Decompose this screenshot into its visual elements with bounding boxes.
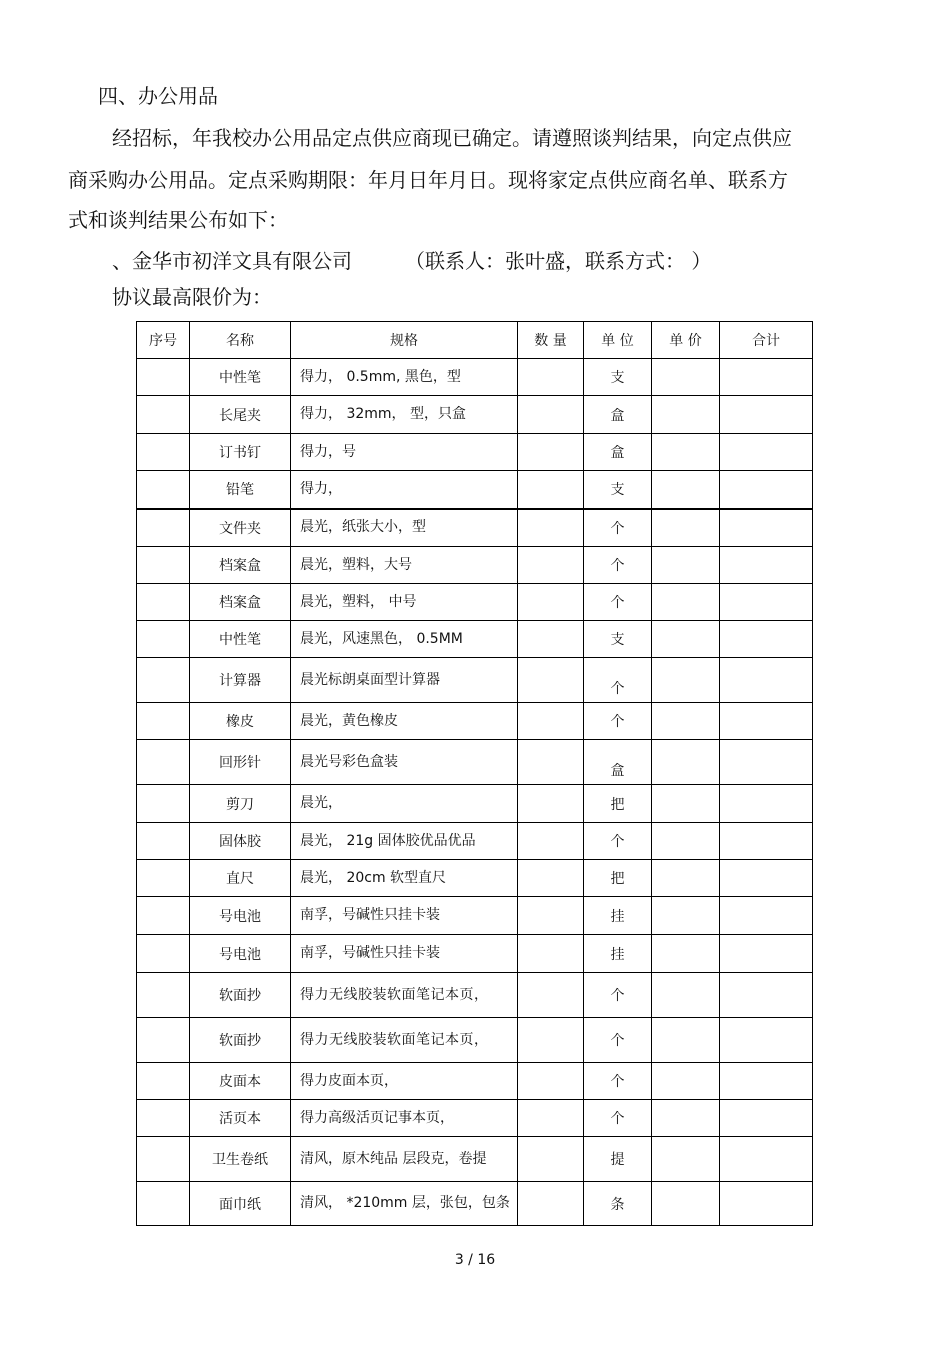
cell-unit: 条	[584, 1182, 652, 1226]
cell-unit-price	[652, 1018, 720, 1063]
cell-name: 直尺	[190, 860, 291, 897]
cell-quantity	[518, 1182, 584, 1226]
paragraph-line-2: 商采购办公用品。定点采购期限：年月日年月日。现将家定点供应商名单、联系方	[68, 168, 788, 192]
cell-name: 活页本	[190, 1100, 291, 1137]
cell-total	[720, 434, 813, 471]
cell-total	[720, 897, 813, 935]
cell-total	[720, 740, 813, 785]
cell-unit-price	[652, 823, 720, 860]
cell-spec: 晨光号彩色盒装	[291, 740, 518, 785]
cell-unit-price	[652, 1063, 720, 1100]
cell-total	[720, 823, 813, 860]
table-row	[137, 703, 813, 740]
cell-total	[720, 621, 813, 658]
cell-quantity	[518, 434, 584, 471]
table-row	[137, 471, 813, 509]
cell-quantity	[518, 547, 584, 584]
cell-total	[720, 973, 813, 1018]
cell-unit-price	[652, 935, 720, 973]
cell-spec: 晨光， 21g 固体胶优品优品	[291, 823, 518, 860]
header-unit: 单 位	[584, 322, 652, 359]
cell-spec: 南孚，号碱性只挂卡装	[291, 897, 518, 935]
cell-unit: 提	[584, 1137, 652, 1182]
cell-unit-price	[652, 658, 720, 703]
cell-spec: 晨光，塑料， 中号	[291, 584, 518, 621]
cell-quantity	[518, 740, 584, 785]
cell-spec: 南孚，号碱性只挂卡装	[291, 935, 518, 973]
cell-name: 卫生卷纸	[190, 1137, 291, 1182]
price-cap-label: 协议最高限价为：	[112, 285, 272, 309]
cell-unit-price	[652, 621, 720, 658]
cell-index	[137, 897, 190, 935]
cell-index	[137, 658, 190, 703]
cell-quantity	[518, 396, 584, 434]
supplier-name: 、金华市初洋文具有限公司	[112, 249, 352, 273]
table-row	[137, 434, 813, 471]
cell-unit: 个	[584, 658, 652, 703]
cell-spec: 得力， 0.5mm, 黑色，型	[291, 359, 518, 396]
cell-index	[137, 785, 190, 823]
header-spec: 规格	[291, 322, 518, 359]
table-row	[137, 1100, 813, 1137]
cell-index	[137, 434, 190, 471]
cell-unit: 盒	[584, 740, 652, 785]
cell-quantity	[518, 621, 584, 658]
cell-quantity	[518, 1137, 584, 1182]
cell-total	[720, 471, 813, 509]
cell-name: 软面抄	[190, 1018, 291, 1063]
cell-index	[137, 1063, 190, 1100]
cell-unit: 支	[584, 471, 652, 509]
cell-unit-price	[652, 785, 720, 823]
cell-quantity	[518, 785, 584, 823]
cell-unit-price	[652, 359, 720, 396]
cell-index	[137, 935, 190, 973]
table-row	[137, 1063, 813, 1100]
table-row	[137, 935, 813, 973]
cell-quantity	[518, 1018, 584, 1063]
cell-quantity	[518, 359, 584, 396]
cell-name: 橡皮	[190, 703, 291, 740]
cell-name: 皮面本	[190, 1063, 291, 1100]
cell-index	[137, 860, 190, 897]
cell-quantity	[518, 658, 584, 703]
cell-unit: 个	[584, 509, 652, 547]
cell-unit-price	[652, 547, 720, 584]
cell-index	[137, 1100, 190, 1137]
table-row	[137, 1018, 813, 1063]
header-unit-price: 单 价	[652, 322, 720, 359]
cell-total	[720, 703, 813, 740]
cell-quantity	[518, 584, 584, 621]
cell-name: 订书钉	[190, 434, 291, 471]
cell-index	[137, 396, 190, 434]
cell-name: 回形针	[190, 740, 291, 785]
cell-spec: 晨光，纸张大小，型	[291, 509, 518, 547]
table-row	[137, 973, 813, 1018]
cell-quantity	[518, 973, 584, 1018]
cell-unit-price	[652, 897, 720, 935]
cell-unit: 个	[584, 1018, 652, 1063]
cell-name: 计算器	[190, 658, 291, 703]
cell-total	[720, 860, 813, 897]
header-name: 名称	[190, 322, 291, 359]
cell-name: 号电池	[190, 897, 291, 935]
cell-spec: 晨光，	[291, 785, 518, 823]
cell-index	[137, 547, 190, 584]
cell-unit: 挂	[584, 897, 652, 935]
cell-spec: 清风， *210mm 层，张包，包条	[291, 1182, 518, 1226]
cell-index	[137, 703, 190, 740]
table-row	[137, 785, 813, 823]
cell-total	[720, 1100, 813, 1137]
cell-name: 固体胶	[190, 823, 291, 860]
cell-spec: 晨光，黄色橡皮	[291, 703, 518, 740]
cell-unit-price	[652, 584, 720, 621]
cell-unit-price	[652, 471, 720, 509]
cell-index	[137, 621, 190, 658]
cell-index	[137, 740, 190, 785]
table-header-row	[137, 322, 813, 359]
table-row	[137, 359, 813, 396]
cell-unit-price	[652, 396, 720, 434]
cell-spec: 晨光，风速黑色， 0.5MM	[291, 621, 518, 658]
cell-name: 面巾纸	[190, 1182, 291, 1226]
cell-unit-price	[652, 434, 720, 471]
table-row	[137, 547, 813, 584]
cell-spec: 得力无线胶装软面笔记本页，	[291, 1018, 518, 1063]
paragraph-line-3: 式和谈判结果公布如下：	[68, 208, 288, 232]
header-index: 序号	[137, 322, 190, 359]
cell-unit: 支	[584, 359, 652, 396]
table-row	[137, 1182, 813, 1226]
cell-unit: 把	[584, 785, 652, 823]
cell-unit: 个	[584, 584, 652, 621]
cell-spec: 晨光标朗桌面型计算器	[291, 658, 518, 703]
table-row	[137, 1137, 813, 1182]
cell-unit: 个	[584, 547, 652, 584]
cell-unit: 支	[584, 621, 652, 658]
page-number: 3 / 16	[454, 1252, 496, 1268]
cell-total	[720, 396, 813, 434]
cell-unit: 个	[584, 1100, 652, 1137]
cell-name: 档案盒	[190, 584, 291, 621]
cell-total	[720, 547, 813, 584]
cell-name: 中性笔	[190, 621, 291, 658]
cell-name: 号电池	[190, 935, 291, 973]
cell-unit: 个	[584, 973, 652, 1018]
cell-total	[720, 785, 813, 823]
cell-unit-price	[652, 860, 720, 897]
cell-unit-price	[652, 740, 720, 785]
cell-quantity	[518, 860, 584, 897]
cell-index	[137, 1137, 190, 1182]
table-row	[137, 621, 813, 658]
cell-index	[137, 1018, 190, 1063]
cell-unit-price	[652, 703, 720, 740]
cell-total	[720, 509, 813, 547]
cell-unit: 盒	[584, 434, 652, 471]
section-title: 四、办公用品	[98, 84, 218, 108]
cell-name: 软面抄	[190, 973, 291, 1018]
cell-total	[720, 1063, 813, 1100]
cell-name: 中性笔	[190, 359, 291, 396]
cell-quantity	[518, 1100, 584, 1137]
cell-unit-price	[652, 509, 720, 547]
cell-total	[720, 935, 813, 973]
cell-unit: 个	[584, 703, 652, 740]
cell-total	[720, 1137, 813, 1182]
table-row	[137, 740, 813, 785]
cell-index	[137, 823, 190, 860]
cell-unit-price	[652, 973, 720, 1018]
cell-total	[720, 658, 813, 703]
cell-spec: 得力高级活页记事本页，	[291, 1100, 518, 1137]
cell-name: 档案盒	[190, 547, 291, 584]
cell-quantity	[518, 935, 584, 973]
cell-index	[137, 973, 190, 1018]
cell-total	[720, 584, 813, 621]
cell-unit: 挂	[584, 935, 652, 973]
table-row	[137, 396, 813, 434]
table-row	[137, 658, 813, 703]
paragraph-line-1: 经招标，年我校办公用品定点供应商现已确定。请遵照谈判结果，向定点供应	[112, 126, 792, 150]
cell-unit-price	[652, 1137, 720, 1182]
cell-quantity	[518, 1063, 584, 1100]
supplier-contact: （联系人：张叶盛，联系方式： ）	[405, 249, 712, 273]
cell-name: 剪刀	[190, 785, 291, 823]
cell-spec: 得力，	[291, 471, 518, 509]
cell-index	[137, 471, 190, 509]
table-row	[137, 509, 813, 547]
cell-name: 文件夹	[190, 509, 291, 547]
cell-unit-price	[652, 1100, 720, 1137]
cell-unit: 把	[584, 860, 652, 897]
cell-quantity	[518, 897, 584, 935]
cell-index	[137, 359, 190, 396]
table-row	[137, 584, 813, 621]
cell-total	[720, 1182, 813, 1226]
cell-unit-price	[652, 1182, 720, 1226]
cell-quantity	[518, 471, 584, 509]
cell-index	[137, 1182, 190, 1226]
cell-spec: 得力， 32mm， 型，只盒	[291, 396, 518, 434]
cell-spec: 得力皮面本页，	[291, 1063, 518, 1100]
table-row	[137, 860, 813, 897]
cell-spec: 晨光，塑料，大号	[291, 547, 518, 584]
cell-unit: 个	[584, 1063, 652, 1100]
cell-spec: 得力无线胶装软面笔记本页，	[291, 973, 518, 1018]
cell-quantity	[518, 823, 584, 860]
cell-index	[137, 584, 190, 621]
cell-unit: 盒	[584, 396, 652, 434]
cell-spec: 晨光， 20cm 软型直尺	[291, 860, 518, 897]
cell-name: 长尾夹	[190, 396, 291, 434]
price-table	[136, 321, 813, 1226]
header-total: 合计	[720, 322, 813, 359]
table-row	[137, 823, 813, 860]
cell-total	[720, 359, 813, 396]
cell-total	[720, 1018, 813, 1063]
cell-index	[137, 509, 190, 547]
cell-spec: 得力，号	[291, 434, 518, 471]
cell-name: 铅笔	[190, 471, 291, 509]
cell-unit: 个	[584, 823, 652, 860]
cell-spec: 清风，原木纯品 层段克，卷提	[291, 1137, 518, 1182]
table-body	[137, 359, 813, 1226]
table-row	[137, 897, 813, 935]
cell-quantity	[518, 703, 584, 740]
cell-quantity	[518, 509, 584, 547]
header-quantity: 数 量	[518, 322, 584, 359]
